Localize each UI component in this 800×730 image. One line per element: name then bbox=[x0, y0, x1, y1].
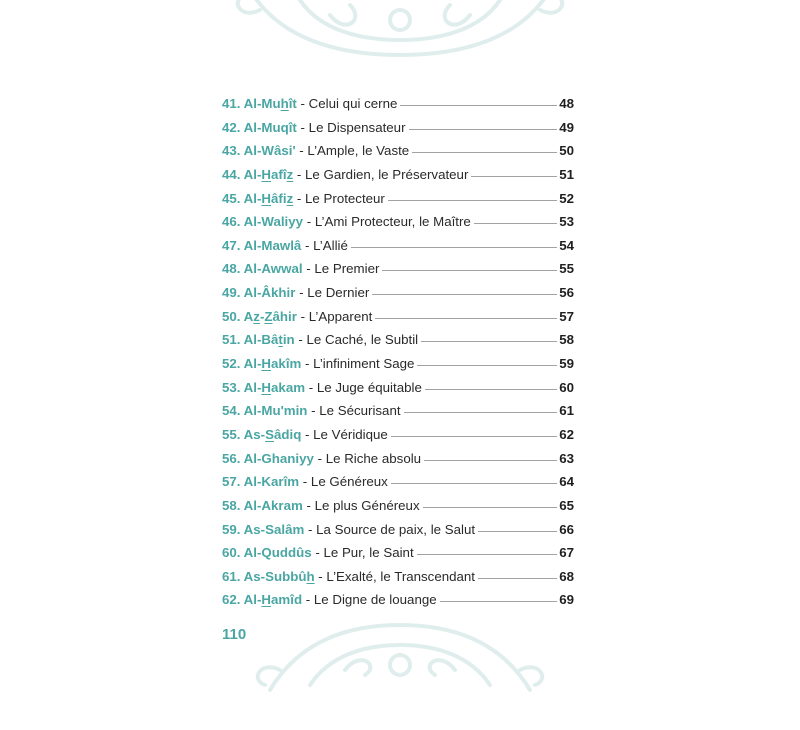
entry-meaning: - Le Dispensateur bbox=[296, 119, 406, 135]
toc-entry[interactable] bbox=[222, 403, 574, 427]
entry-meaning: - Le Véridique bbox=[301, 426, 388, 442]
entry-name: 51. Al-Bâtin bbox=[222, 332, 295, 348]
dot-leader bbox=[388, 199, 557, 202]
dot-leader bbox=[417, 553, 558, 556]
dot-leader bbox=[440, 600, 558, 603]
entry-name: 60. Al-Quddûs bbox=[222, 545, 312, 561]
toc-entry[interactable] bbox=[222, 545, 574, 569]
dot-leader bbox=[382, 269, 557, 272]
entry-page-number: 61 bbox=[559, 403, 574, 419]
entry-page-number: 66 bbox=[559, 521, 574, 537]
toc-entry[interactable] bbox=[222, 427, 574, 451]
entry-name: 52. Al-Hakîm bbox=[222, 356, 302, 372]
entry-meaning: - L’Ami Protecteur, le Maître bbox=[303, 214, 471, 230]
entry-name: 62. Al-Hamîd bbox=[222, 592, 303, 608]
entry-name: 49. Al-Âkhir bbox=[222, 285, 296, 301]
entry-page-number: 65 bbox=[559, 497, 574, 513]
entry-page-number: 68 bbox=[559, 568, 574, 584]
entry-meaning: - Le Riche absolu bbox=[313, 450, 422, 466]
dot-leader bbox=[424, 459, 557, 462]
toc-entry[interactable] bbox=[222, 214, 574, 238]
entry-meaning: - Le Juge équitable bbox=[305, 379, 422, 395]
entry-name: 42. Al-Muqît bbox=[222, 119, 297, 135]
toc-entry[interactable] bbox=[222, 474, 574, 498]
dot-leader bbox=[423, 506, 558, 509]
entry-page-number: 54 bbox=[559, 237, 574, 253]
entry-page-number: 51 bbox=[559, 166, 574, 182]
toc-entry[interactable] bbox=[222, 380, 574, 404]
dot-leader bbox=[421, 340, 557, 343]
entry-meaning: - L’Allié bbox=[301, 237, 348, 253]
entry-meaning: - Le plus Généreux bbox=[302, 497, 420, 513]
entry-name: 44. Al-Hafîz bbox=[222, 166, 294, 182]
entry-name: 58. Al-Akram bbox=[222, 497, 303, 513]
entry-page-number: 62 bbox=[559, 426, 574, 442]
entry-meaning: - Le Caché, le Subtil bbox=[294, 332, 419, 348]
entry-meaning: - Le Généreux bbox=[299, 474, 388, 490]
toc-entry[interactable] bbox=[222, 261, 574, 285]
dot-leader bbox=[404, 411, 558, 414]
toc-entry[interactable] bbox=[222, 285, 574, 309]
entry-page-number: 55 bbox=[559, 261, 574, 277]
entry-page-number: 58 bbox=[559, 332, 574, 348]
entry-meaning: - Le Premier bbox=[302, 261, 380, 277]
entry-meaning: - Celui qui cerne bbox=[296, 96, 398, 111]
dot-leader bbox=[400, 104, 557, 107]
toc-entry[interactable] bbox=[222, 309, 574, 333]
entry-meaning: - La Source de paix, le Salut bbox=[304, 521, 476, 537]
entry-meaning: - L’Apparent bbox=[296, 308, 373, 324]
dot-leader bbox=[412, 151, 557, 154]
toc-entry[interactable] bbox=[222, 96, 574, 120]
dot-leader bbox=[375, 317, 557, 320]
entry-meaning: - Le Protecteur bbox=[293, 190, 385, 206]
entry-name: 41. Al-Muhît bbox=[222, 96, 297, 111]
entry-name: 59. As-Salâm bbox=[222, 521, 305, 537]
dot-leader bbox=[425, 388, 557, 391]
entry-meaning: - Le Digne de louange bbox=[302, 592, 437, 608]
toc-entry[interactable] bbox=[222, 143, 574, 167]
entry-page-number: 67 bbox=[559, 545, 574, 561]
top-floral-ornament bbox=[0, 0, 800, 70]
entry-page-number: 59 bbox=[559, 356, 574, 372]
entry-name: 45. Al-Hâfiz bbox=[222, 190, 294, 206]
entry-page-number: 69 bbox=[559, 592, 574, 608]
entry-name: 46. Al-Waliyy bbox=[222, 214, 304, 230]
entry-page-number: 49 bbox=[559, 119, 574, 135]
entry-page-number: 48 bbox=[559, 96, 574, 111]
entry-page-number: 50 bbox=[559, 143, 574, 159]
entry-meaning: - L’Ample, le Vaste bbox=[295, 143, 410, 159]
entry-page-number: 52 bbox=[559, 190, 574, 206]
dot-leader bbox=[409, 128, 558, 131]
toc-entry[interactable] bbox=[222, 120, 574, 144]
entry-name: 50. Az-Zâhir bbox=[222, 308, 297, 324]
entry-page-number: 53 bbox=[559, 214, 574, 230]
entry-meaning: - Le Gardien, le Préservateur bbox=[293, 166, 469, 182]
toc-entry[interactable] bbox=[222, 356, 574, 380]
entry-name: 56. Al-Ghaniyy bbox=[222, 450, 314, 466]
entry-page-number: 60 bbox=[559, 379, 574, 395]
toc-entry[interactable] bbox=[222, 167, 574, 191]
toc-entry[interactable] bbox=[222, 332, 574, 356]
toc-entry[interactable] bbox=[222, 451, 574, 475]
entry-name: 43. Al-Wâsi' bbox=[222, 143, 296, 159]
toc-entry[interactable] bbox=[222, 191, 574, 215]
entry-name: 53. Al-Hakam bbox=[222, 379, 306, 395]
toc-entry[interactable] bbox=[222, 569, 574, 593]
entry-name: 47. Al-Mawlâ bbox=[222, 237, 302, 253]
dot-leader bbox=[417, 364, 557, 367]
entry-page-number: 56 bbox=[559, 285, 574, 301]
dot-leader bbox=[474, 222, 557, 225]
entry-page-number: 64 bbox=[559, 474, 574, 490]
entry-name: 55. As-Sâdiq bbox=[222, 426, 302, 442]
entry-name: 57. Al-Karîm bbox=[222, 474, 300, 490]
entry-name: 48. Al-Awwal bbox=[222, 261, 303, 277]
toc-entry[interactable] bbox=[222, 238, 574, 262]
page-number: 110 bbox=[222, 626, 247, 643]
entry-page-number: 57 bbox=[559, 308, 574, 324]
toc-entry[interactable] bbox=[222, 498, 574, 522]
entry-meaning: - L’infiniment Sage bbox=[301, 356, 415, 372]
dot-leader bbox=[372, 293, 557, 296]
entry-meaning: - Le Dernier bbox=[295, 285, 370, 301]
entry-name: 54. Al-Mu'min bbox=[222, 403, 308, 419]
entry-name: 61. As-Subbûh bbox=[222, 568, 315, 584]
entry-page-number: 63 bbox=[559, 450, 574, 466]
table-of-contents bbox=[222, 96, 574, 616]
dot-leader bbox=[471, 175, 557, 178]
bottom-floral-ornament bbox=[0, 610, 800, 730]
dot-leader bbox=[478, 577, 557, 580]
dot-leader bbox=[391, 482, 557, 485]
entry-meaning: - Le Sécurisant bbox=[307, 403, 401, 419]
entry-meaning: - Le Pur, le Saint bbox=[311, 545, 414, 561]
entry-meaning: - L’Exalté, le Transcendant bbox=[314, 568, 476, 584]
dot-leader bbox=[478, 530, 557, 533]
dot-leader bbox=[351, 246, 557, 249]
toc-entry[interactable] bbox=[222, 522, 574, 546]
dot-leader bbox=[391, 435, 557, 438]
